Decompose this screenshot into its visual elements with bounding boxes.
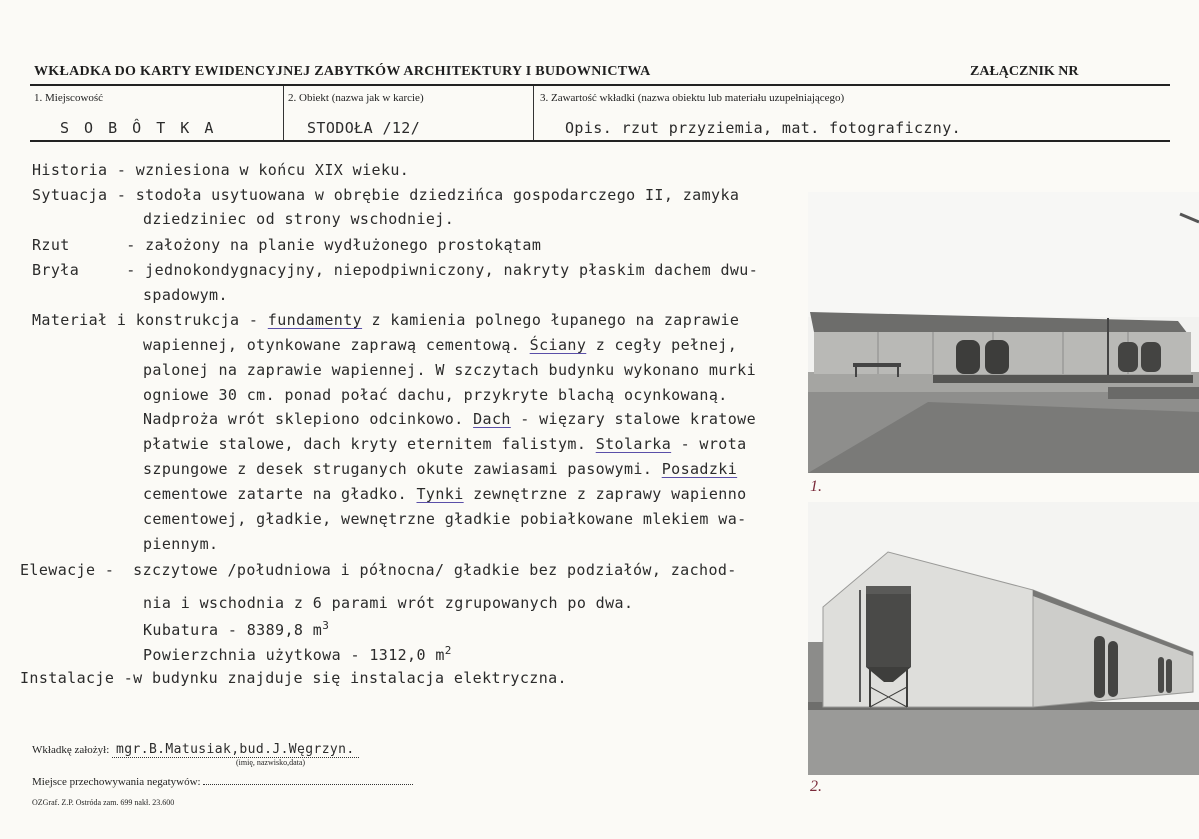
line-powierzchnia xyxy=(143,644,452,664)
term-posadzki: Posadzki xyxy=(661,460,738,478)
line-elewacje-cont: nia i wschodnia z 6 parami wrót zgrupowanych po dwa. xyxy=(143,594,634,612)
term-stolarka: Stolarka xyxy=(595,435,672,453)
powierzchnia-text: Powierzchnia użytkowa - 1312,0 m xyxy=(143,646,445,664)
field-3-label: 3. Zawartość wkładki (nazwa obiektu lub materiału uzupełniającego) xyxy=(540,92,845,104)
term-dach: Dach xyxy=(473,410,511,428)
photo-2-number: 2. xyxy=(810,778,822,795)
material-lead: Materiał i konstrukcja - xyxy=(32,311,268,329)
powierzchnia-exponent: 2 xyxy=(444,644,452,657)
line-elewacje: Elewacje - szczytowe /południowa i północna/ gładkie bez podziałów, zachod- xyxy=(20,561,737,579)
kubatura-text: Kubatura - 8389,8 m xyxy=(143,621,323,639)
material-2-tail: z cegły pełnej, xyxy=(586,336,738,354)
header-rule xyxy=(30,84,1170,86)
line-material-5 xyxy=(143,410,756,428)
term-tynki: Tynki xyxy=(416,485,464,503)
field-2-value: STODOŁA /12/ xyxy=(307,119,421,137)
material-8-lead: cementowe zatarte na gładko. xyxy=(143,485,417,503)
form-title: WKŁADKA DO KARTY EWIDENCYJNEJ ZABYTKÓW ARCHITEKTURY I BUDOWNICTWA xyxy=(34,64,651,79)
field-3-value: Opis. rzut przyziemia, mat. fotograficzny. xyxy=(565,119,962,137)
material-6-lead: płatwie stalowe, dach kryty eternitem falistym. xyxy=(143,435,596,453)
material-5-tail: - więzary stalowe kratowe xyxy=(510,410,757,428)
annex-label: ZAŁĄCZNIK NR xyxy=(970,64,1079,79)
field-divider-1 xyxy=(283,86,284,140)
field-divider-2 xyxy=(533,86,534,140)
line-sytuacja: Sytuacja - stodoła usytuowana w obrębie dziedzińca gospodarczego II, zamyka xyxy=(32,186,740,204)
line-material-7 xyxy=(143,460,737,478)
line-historia: Historia - wzniesiona w końcu XIX wieku. xyxy=(32,161,410,179)
field-1-value: S O B Ô T K A xyxy=(60,119,217,137)
storage-label: Miejsce przechowywania negatywów: xyxy=(32,776,201,788)
author-hint: (imię, nazwisko,data) xyxy=(236,758,306,767)
line-material-10: piennym. xyxy=(143,535,219,553)
author-label: Wkładkę założył: xyxy=(32,744,110,756)
line-material xyxy=(32,311,739,329)
photo-1-image xyxy=(808,192,1199,473)
storage-row xyxy=(32,776,413,788)
storage-line xyxy=(203,784,413,785)
material-2-lead: wapiennej, otynkowane zaprawą cementową. xyxy=(143,336,530,354)
material-6-tail: - wrota xyxy=(671,435,747,453)
term-sciany: Ściany xyxy=(529,336,587,354)
field-row-rule xyxy=(30,140,1170,142)
photo-2-image xyxy=(808,502,1199,775)
line-material-4: ogniowe 30 cm. ponad połać dachu, przykryte blachą ocynkowaną. xyxy=(143,386,728,404)
line-kubatura xyxy=(143,619,329,639)
line-material-8 xyxy=(143,485,747,503)
term-fundamenty: fundamenty xyxy=(267,311,363,329)
line-material-2 xyxy=(143,336,737,354)
material-8-tail: zewnętrzne z zaprawy wapienno xyxy=(463,485,747,503)
print-info: OZGraf. Z.P. Ostróda zam. 699 nakł. 23.600 xyxy=(32,798,175,807)
line-material-3: palonej na zaprawie wapiennej. W szczytach budynku wykonano murki xyxy=(143,361,756,379)
material-7-lead: szpungowe z desek struganych okute zawiasami pasowymi. xyxy=(143,460,662,478)
material-tail: z kamienia polnego łupanego na zaprawie xyxy=(362,311,740,329)
field-1-label: 1. Miejscowość xyxy=(34,92,104,104)
line-bryla-cont: spadowym. xyxy=(143,286,228,304)
line-material-9: cementowej, gładkie, wewnętrzne gładkie pobiałkowane mlekiem wa- xyxy=(143,510,747,528)
author-value: mgr.B.Matusiak,bud.J.Węgrzyn. xyxy=(112,742,359,758)
line-instalacje: Instalacje -w budynku znajduje się instalacja elektryczna. xyxy=(20,669,567,687)
photo-1-number: 1. xyxy=(810,478,822,495)
material-5-lead: Nadproża wrót sklepiono odcinkowo. xyxy=(143,410,474,428)
line-material-6 xyxy=(143,435,747,453)
kubatura-exponent: 3 xyxy=(322,619,330,632)
line-rzut: Rzut - założony na planie wydłużonego prostokątam xyxy=(32,236,542,254)
author-row xyxy=(32,742,359,758)
line-bryla: Bryła - jednokondygnacyjny, niepodpiwniczony, nakryty płaskim dachem dwu- xyxy=(32,261,759,279)
photo-2 xyxy=(808,502,1199,775)
line-sytuacja-cont: dziedziniec od strony wschodniej. xyxy=(143,210,455,228)
photo-1 xyxy=(808,192,1199,473)
field-2-label: 2. Obiekt (nazwa jak w karcie) xyxy=(288,92,424,104)
